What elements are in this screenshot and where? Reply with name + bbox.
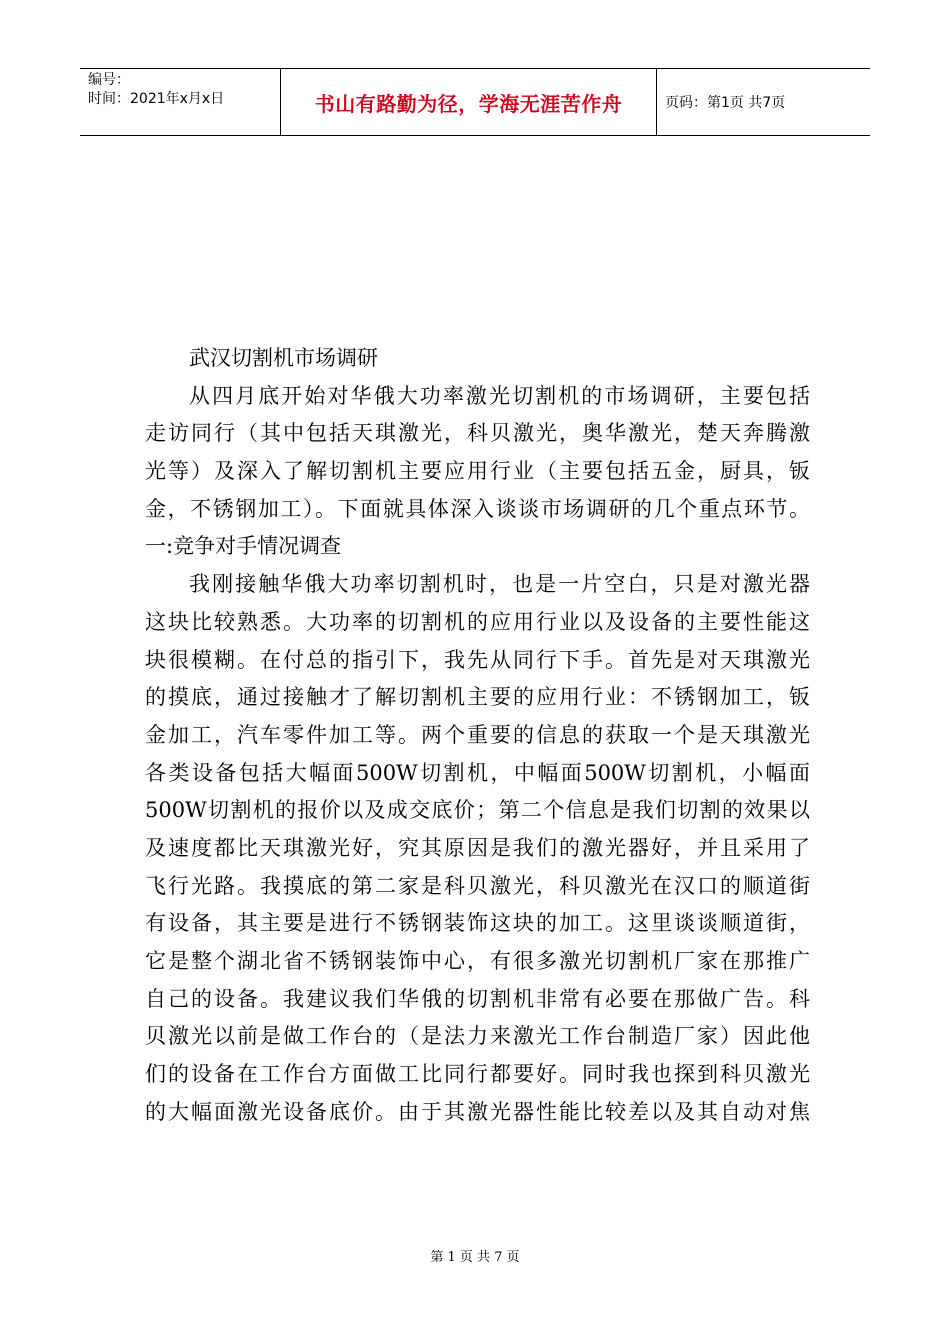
paragraph-line: 的摸底，通过接触才了解切割机主要的应用行业：不锈钢加工，钣 xyxy=(145,685,810,710)
time-label: 时间：2021年x月x日 xyxy=(88,91,225,107)
header-motto: 书山有路勤为径，学海无涯苦作舟 xyxy=(280,69,657,135)
paragraph-line: 自己的设备。我建议我们华俄的切割机非常有必要在那做广告。科 xyxy=(145,986,810,1011)
paragraph-line: 贝激光以前是做工作台的（是法力来激光工作台制造厂家）因此他 xyxy=(145,1024,810,1049)
header-page-info: 页码：第1页 共7页 xyxy=(665,95,786,111)
paragraph-line: 有设备，其主要是进行不锈钢装饰这块的加工。这里谈谈顺道街， xyxy=(145,911,810,936)
paragraph-line: 们的设备在工作台方面做工比同行都要好。同时我也探到科贝激光 xyxy=(145,1062,810,1087)
section-heading: 一:竞争对手情况调查 xyxy=(145,534,342,559)
paragraph-line: 我刚接触华俄大功率切割机时，也是一片空白，只是对激光器 xyxy=(189,572,810,597)
paragraph-line: 及速度都比天琪激光好，究其原因是我们的激光器好，并且采用了 xyxy=(145,835,810,860)
paragraph-line: 金，不锈钢加工）。下面就具体深入谈谈市场调研的几个重点环节。 xyxy=(145,496,810,521)
document-body xyxy=(145,340,810,1131)
paragraph-line: 金加工，汽车零件加工等。两个重要的信息的获取一个是天琪激光 xyxy=(145,722,810,747)
paragraph-line: 这块比较熟悉。大功率的切割机的应用行业以及设备的主要性能这 xyxy=(145,609,810,634)
page-footer: 第 1 页 共 7 页 xyxy=(430,1250,520,1265)
paragraph-line: 500W切割机的报价以及成交底价；第二个信息是我们切割的效果以 xyxy=(145,798,810,823)
number-label: 编号： xyxy=(88,72,130,88)
paragraph-line: 各类设备包括大幅面500W切割机，中幅面500W切割机，小幅面 xyxy=(145,760,810,785)
document-title: 武汉切割机市场调研 xyxy=(189,346,378,370)
header-meta xyxy=(80,69,280,135)
page-header xyxy=(80,68,870,136)
paragraph-line: 块很模糊。在付总的指引下，我先从同行下手。首先是对天琪激光 xyxy=(145,647,810,672)
paragraph-line: 的大幅面激光设备底价。由于其激光器性能比较差以及其自动对焦 xyxy=(145,1099,810,1124)
paragraph-line: 从四月底开始对华俄大功率激光切割机的市场调研，主要包括 xyxy=(189,383,810,408)
paragraph-line: 光等）及深入了解切割机主要应用行业（主要包括五金，厨具，钣 xyxy=(145,459,810,484)
paragraph-line: 它是整个湖北省不锈钢装饰中心，有很多激光切割机厂家在那推广 xyxy=(145,949,810,973)
paragraph-line: 飞行光路。我摸底的第二家是科贝激光，科贝激光在汉口的顺道街 xyxy=(145,873,810,898)
paragraph-line: 走访同行（其中包括天琪激光，科贝激光，奥华激光，楚天奔腾激 xyxy=(145,421,810,446)
